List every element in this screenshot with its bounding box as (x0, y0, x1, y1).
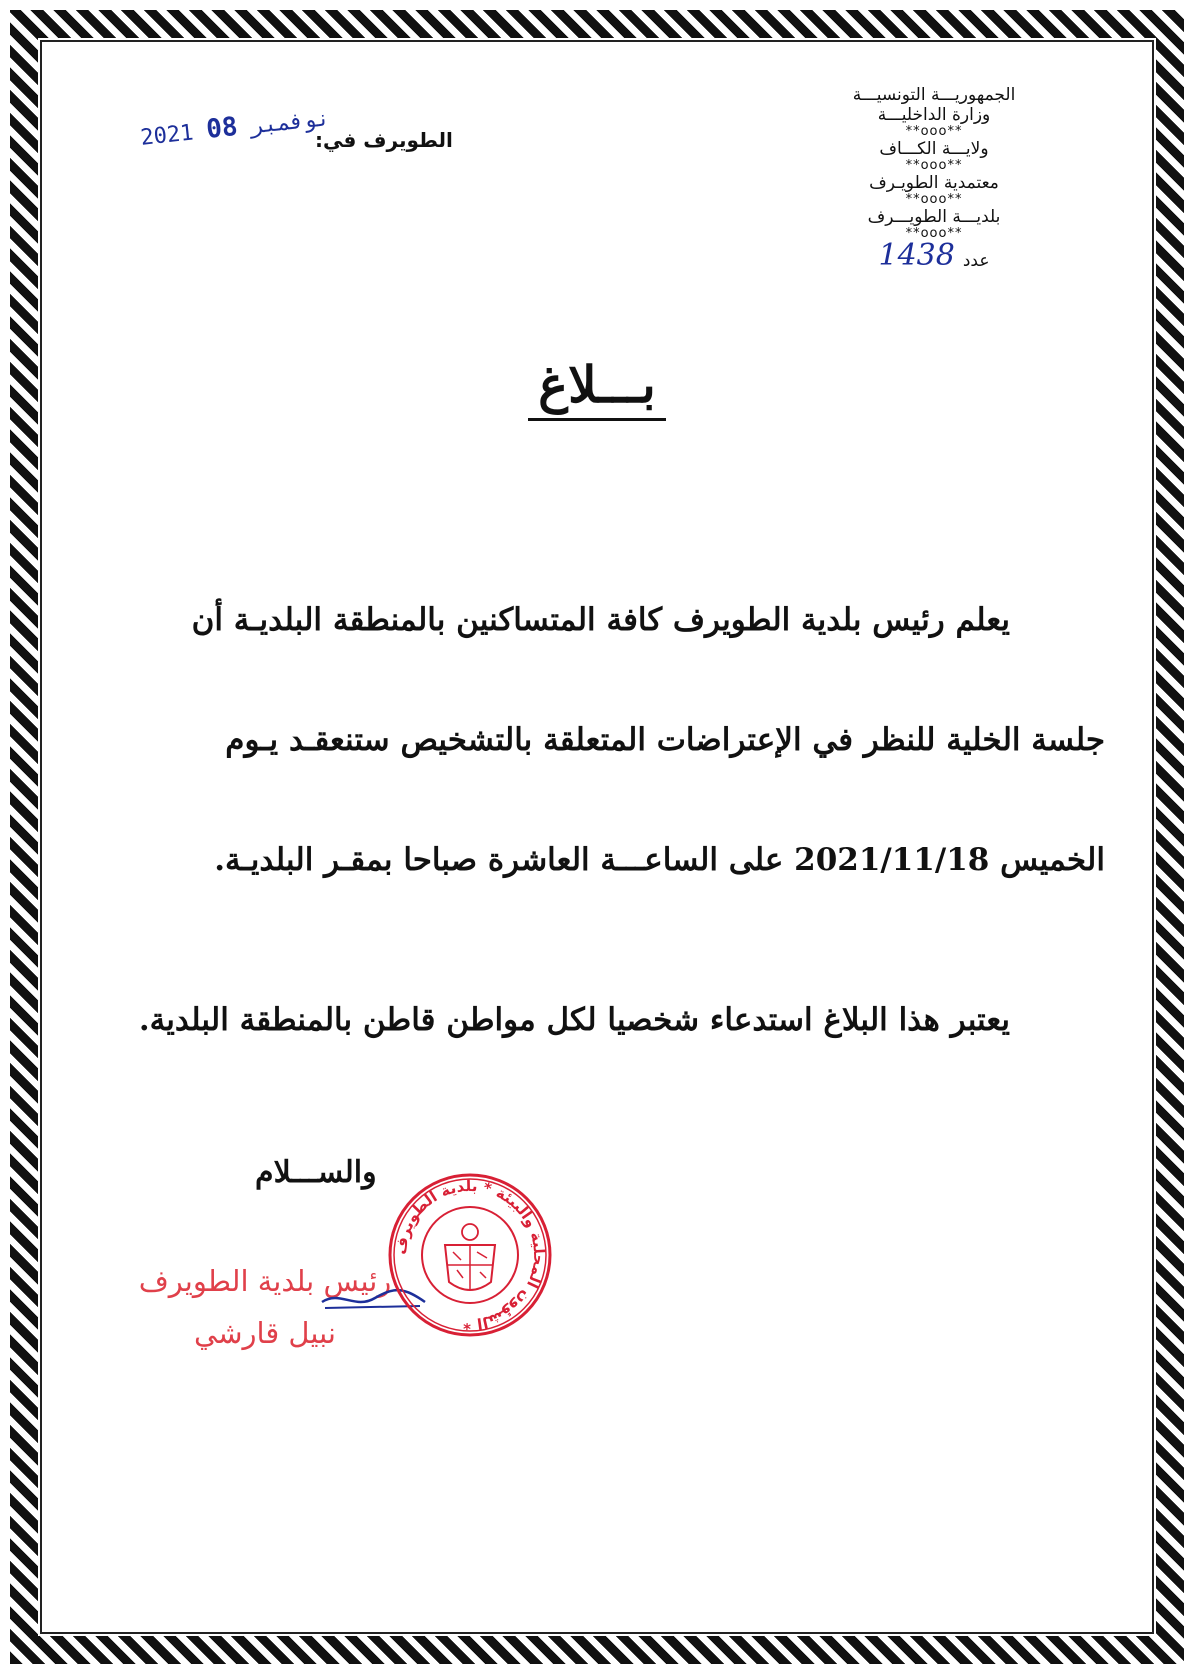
signatory-name: نبيل قارشي (194, 1316, 336, 1350)
document-title (0, 355, 1194, 414)
reference-label: عدد (962, 251, 990, 271)
reference-number: 1438 (878, 238, 955, 273)
notice-body (85, 560, 1105, 1080)
reference-row (824, 238, 1044, 273)
body-paragraph-3: الخميس 2021/11/18 على الساعـــة العاشرة صباحا بمقـر البلديـة. (214, 842, 1105, 878)
letterhead-republic: الجمهوريـــة التونسيـــة (852, 85, 1016, 105)
letterhead-governorate: ولايـــة الكـــاف (879, 139, 989, 159)
letterhead (824, 85, 1044, 271)
date-stamp-year: 2021 (139, 120, 195, 151)
letterhead-separator: **ooo** (905, 192, 963, 207)
letterhead-municipality: بلديـــة الطويـــرف (867, 207, 1001, 227)
body-paragraph-4: يعتبر هذا البلاغ استدعاء شخصيا لكل مواطن قاطن بالمنطقة البلدية. (138, 1002, 1010, 1038)
letterhead-ministry: وزارة الداخليـــة (877, 105, 991, 125)
coat-of-arms-icon (445, 1224, 495, 1290)
body-paragraph-1: يعلم رئيس بلدية الطويرف كافة المتساكنين بالمنطقة البلديـة أن (191, 602, 1010, 638)
date-stamp-month: نوفمبر (249, 106, 332, 140)
seal-text: الشؤون المحلية والبيئة * بلدية الطويرف * (391, 1176, 549, 1334)
letterhead-separator: **ooo** (905, 226, 963, 241)
place-date-label: الطويرف في: (315, 128, 453, 152)
letterhead-delegation: معتمدية الطويـرف (869, 173, 999, 193)
closing-salutation: والســـلام (255, 1155, 377, 1190)
official-seal (385, 1170, 555, 1340)
letterhead-separator: **ooo** (905, 124, 963, 139)
letterhead-separator: **ooo** (905, 158, 963, 173)
date-stamp-day: 08 (204, 111, 240, 145)
body-paragraph-2: جلسة الخلية للنظر في الإعتراضات المتعلقة بالتشخيص ستنعقـد يـوم (225, 722, 1105, 758)
document-title-text: بـــلاغ (528, 355, 666, 421)
signatory-title: رئيس بلدية الطويرف (138, 1264, 392, 1298)
